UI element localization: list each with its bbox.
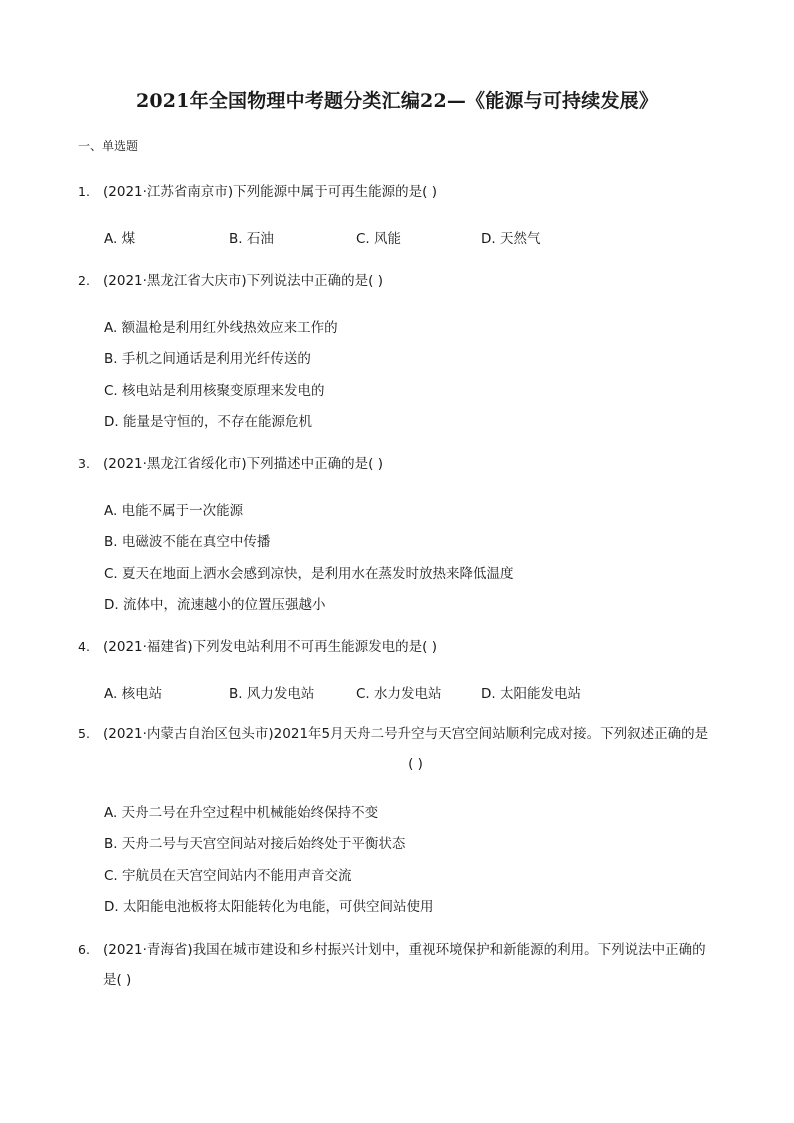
option-c: C. 风能 — [356, 231, 402, 247]
question-number: 5. — [78, 726, 90, 741]
option-a: A. 额温枪是利用红外线热效应来工作的 — [104, 320, 338, 336]
option-b: B. 天舟二号与天宫空间站对接后始终处于平衡状态 — [104, 836, 406, 852]
option-b: B. 手机之间通话是利用光纤传送的 — [104, 351, 311, 367]
option-a: A. 电能不属于一次能源 — [104, 503, 244, 519]
page-title: 2021年全国物理中考题分类汇编22—《能源与可持续发展》 — [135, 90, 659, 112]
question-stem-continued: 是( ) — [103, 972, 132, 988]
option-d: D. 能量是守恒的，不存在能源危机 — [104, 414, 312, 430]
question-stem-continued: ( ) — [408, 756, 423, 772]
option-a: A. 核电站 — [104, 686, 163, 702]
question-5 — [78, 719, 728, 779]
question-stem: (2021·黑龙江省绥化市)下列描述中正确的是( ) — [103, 456, 384, 472]
question-stem: (2021·黑龙江省大庆市)下列说法中正确的是( ) — [103, 273, 384, 289]
question-stem: (2021·青海省)我国在城市建设和乡村振兴计划中，重视环境保护和新能源的利用。下列说法中正确的 — [103, 942, 706, 958]
option-b: B. 风力发电站 — [229, 686, 315, 702]
question-number: 6. — [78, 942, 90, 957]
option-c: C. 水力发电站 — [356, 686, 442, 702]
option-b: B. 电磁波不能在真空中传播 — [104, 534, 271, 550]
option-c: C. 核电站是利用核聚变原理来发电的 — [104, 383, 325, 399]
option-d: D. 天然气 — [481, 231, 541, 247]
option-d: D. 太阳能发电站 — [481, 686, 581, 702]
option-c: C. 宇航员在天宫空间站内不能用声音交流 — [104, 868, 352, 884]
option-a: A. 煤 — [104, 231, 136, 247]
question-3 — [78, 449, 728, 479]
option-b: B. 石油 — [229, 231, 274, 247]
question-1 — [78, 177, 728, 207]
question-stem: (2021·福建省)下列发电站利用不可再生能源发电的是( ) — [103, 639, 438, 655]
option-d: D. 太阳能电池板将太阳能转化为电能，可供空间站使用 — [104, 899, 434, 915]
question-number: 2. — [78, 273, 90, 288]
option-c: C. 夏天在地面上洒水会感到凉快，是利用水在蒸发时放热来降低温度 — [104, 566, 514, 582]
question-number: 3. — [78, 456, 90, 471]
question-2 — [78, 266, 728, 296]
question-number: 1. — [78, 184, 90, 199]
option-d: D. 流体中，流速越小的位置压强越小 — [104, 597, 326, 613]
option-a: A. 天舟二号在升空过程中机械能始终保持不变 — [104, 805, 379, 821]
question-stem: (2021·江苏省南京市)下列能源中属于可再生能源的是( ) — [103, 184, 438, 200]
question-4 — [78, 632, 728, 662]
question-6 — [78, 935, 728, 995]
section-heading: 一、单选题 — [78, 139, 139, 153]
question-number: 4. — [78, 639, 90, 654]
question-stem: (2021·内蒙古自治区包头市)2021年5月天舟二号升空与天宫空间站顺利完成对接。下列叙述正确的是 — [103, 726, 709, 742]
